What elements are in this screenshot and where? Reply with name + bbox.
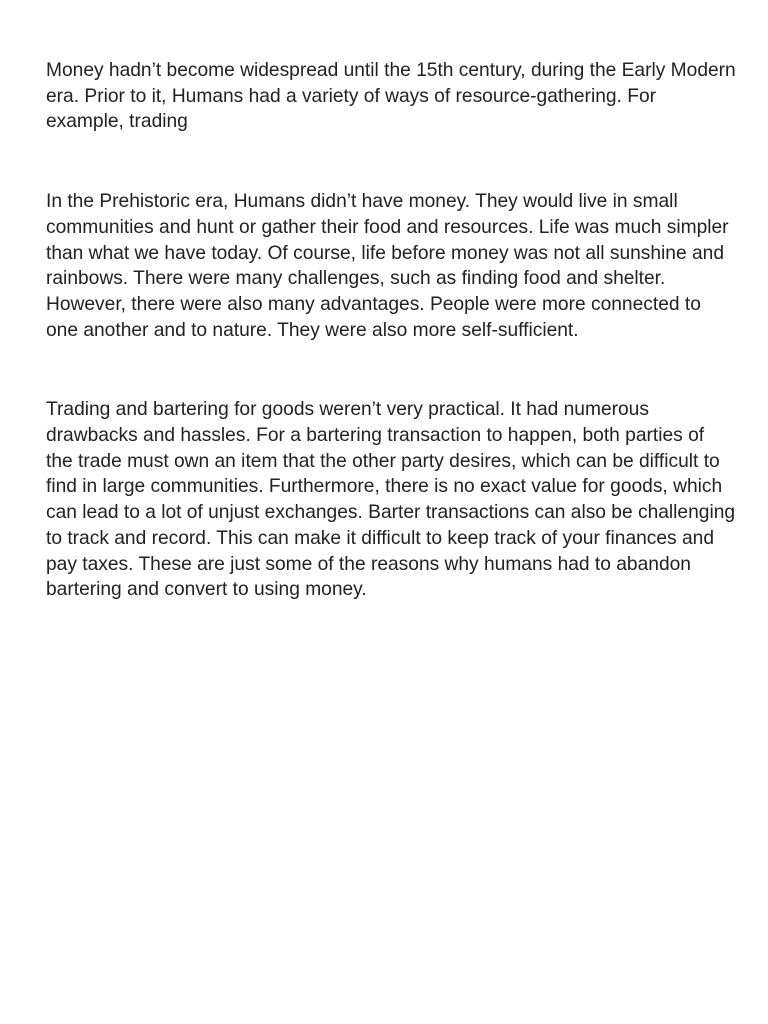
paragraph-spacer	[46, 343, 736, 397]
paragraph-bartering: Trading and bartering for goods weren’t very practical. It had numerous drawbacks and hassles. For a bartering transaction to happen, both parties of the trade must own an item that the other party desires, which can be difficult to find in large communities. Furthermore, there is no exact value for goods, which can lead to a lot of unjust exchanges. Barter transactions can also be challenging to track and record. This can make it difficult to keep track of your finances and pay taxes. These are just some of the reasons why humans had to abandon bartering and convert to using money.	[46, 399, 736, 601]
paragraph-prehistoric: In the Prehistoric era, Humans didn’t have money. They would live in small communities and hunt or gather their food and resources. Life was much simpler than what we have today. Of course, life before money was not all sunshine and rainbows. There were many challenges, such as finding food and shelter. However, there were also many advantages. People were more connected to one another and to nature. They were also more self-sufficient.	[46, 191, 729, 341]
paragraph-spacer	[46, 135, 736, 189]
document-body	[46, 58, 736, 603]
paragraph-intro: Money hadn’t become widespread until the 15th century, during the Early Modern era. Prior to it, Humans had a variety of ways of resource-gathering. For example, trading	[46, 60, 736, 133]
